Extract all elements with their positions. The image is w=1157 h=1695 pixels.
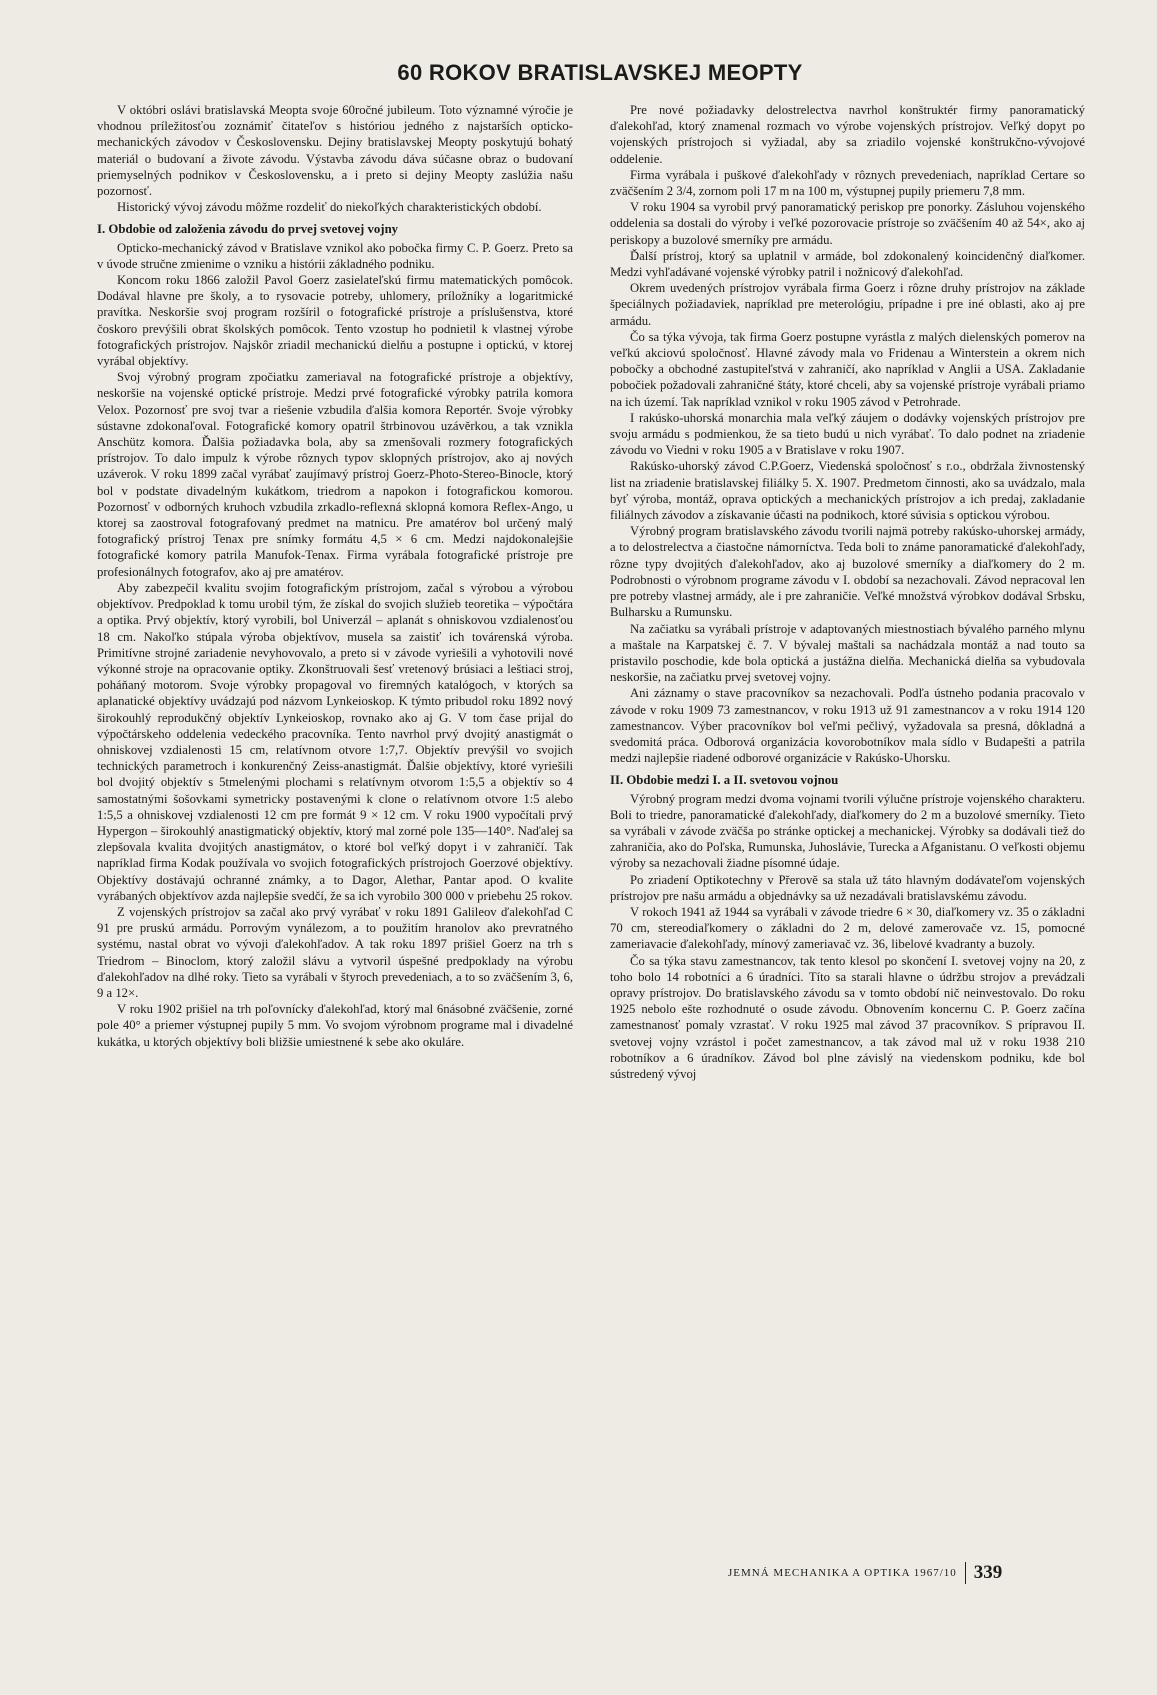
body-paragraph: Výrobný program medzi dvoma vojnami tvorili výlučne prístroje vojenského charakteru. Boli to triedre, panoramatické ďalekohľady, diaľkomery do 2 m a buzolové smerníky. Tieto sa vyrábali v závode zväčša po stránke optickej a mechanickej. Výrobky sa dodávali tiež do zahraničia, ako do Poľska, Rumunska, Juhoslávie, Turecka a Afganistanu. O veľkosti objemu výroby sa nezachovali žiadne písomné údaje. xyxy=(610,791,1085,871)
section-heading: I. Obdobie od založenia závodu do prvej svetovej vojny xyxy=(97,222,399,237)
body-paragraph: I rakúsko-uhorská monarchia mala veľký záujem o dodávky vojenských prístrojov pre svoju armádu s podmienkou, že sa tieto budú u nich vyrábať. To dalo podnet na zriadenie závodu vo Viedni v roku 1905 a v Bratislave v roku 1907. xyxy=(610,410,1085,458)
body-paragraph: Koncom roku 1866 založil Pavol Goerz zasielateľskú firmu matematických pomôcok. Dodával hlavne pre školy, a to rysovacie potreby, uhlomery, príložníky a logaritmické pravítka. Neskoršie svoj program rozšíril o fotografické prístroje a príslušenstva, ktoré čoskoro prevýšili obrat školských pomôcok. Tento vzostup ho podnietil k vlastnej výrobe fotografických prístrojov. Najskôr zriadil mechanickú dielňu a postupne i optickú, v ktorej vyrábal objektívy. xyxy=(97,273,573,369)
left-column xyxy=(97,102,573,1050)
body-paragraph: Okrem uvedených prístrojov vyrábala firma Goerz i rôzne druhy prístrojov na základe špeciálnych požiadaviek, napríklad pre meterológiu, prípadne i pre iné oblasti, ako aj pre armádu. xyxy=(610,281,1085,328)
body-paragraph: Opticko-mechanický závod v Bratislave vznikol ako pobočka firmy C. P. Goerz. Preto sa v úvode stručne zmienime o vzniku a histórii základného podniku. xyxy=(97,240,573,271)
body-paragraph: Rakúsko-uhorský závod C.P.Goerz, Viedenská spoločnosť s r.o., obdržala živnostenský list na zriadenie bratislavskej filiálky 5. X. 1907. Predmetom činnosti, ako sa uvádzalo, mala byť výroba, montáž, oprava optických a mechanických prístrojov a ich predaj, zakladanie filiálnych závodov a získavanie účasti na podnikoch, ktoré súvisia s optickou výrobou. xyxy=(610,459,1085,523)
body-paragraph: Ani záznamy o stave pracovníkov sa nezachovali. Podľa ústneho podania pracovalo v závode v roku 1909 73 zamestnancov, v roku 1913 už 91 zamestnancov a v roku 1914 120 zamestnancov. Výber pracovníkov bol veľmi pečlivý, vyžadovala sa presná, dôkladná a svedomitá práca. Odborová organizácia kovorobotníkov mala sídlo v Budapešti a patrila medzi najlepšie riadené odborové organizácie v Rakúsko-Uhorsku. xyxy=(610,686,1085,766)
body-paragraph: Čo sa týka stavu zamestnancov, tak tento klesol po skončení I. svetovej vojny na 20, z toho bolo 14 robotníci a 6 úradníci. Títo sa starali hlavne o údržbu strojov a prevádzali opravy prístrojov. Do bratislavského závodu sa v tomto období nič neinvestovalo. Do roku 1925 nebolo ešte rozhodnuté o osude závodu. Obnovením koncernu C. P. Goerz začína zamestnanosť pomaly vzrastať. V roku 1925 mal závod 37 pracovníkov. S prípravou II. svetovej vojny vzrástol i počet zamestnancov, a tak závod mal už v roku 1938 210 robotníkov a 6 úradníkov. Závod bol plne závislý na viedenskom podniku, kde bol sústredený vývoj xyxy=(610,953,1085,1081)
body-paragraph: Svoj výrobný program zpočiatku zameriaval na fotografické prístroje a objektívy, neskoršie na vojenské optické prístroje. Medzi prvé fotografické výrobky patrila komora Velox. Pozornosť pre svoj tvar a riešenie vzbudila ďalšia komora Reportér. Svoje výrobky sústavne zdokonaľoval. Fotografické komory opatril štrbinovou uzávěrkou, a tak vznikla Anschütz komora. Ďalšia požiadavka bola, aby sa zmenšovali rozmery fotografických prístrojov. To dalo impulz k výrobe rôznych typov sklopných prístrojov, ako aj nových uzáverok. V roku 1899 začal vyrábať zaujímavý prístroj Goerz-Photo-Stereo-Binocle, ktorý bol v podstate divadelným kukátkom, triedrom a napokon i fotografickou komorou. Pozornosť v odborných kruhoch vzbudila zrkadlo-reflexná sklopná komora Reflex-Ango, u ktorej sa zaostroval fotografovaný predmet na matnicu. Pre amatérov bol určený malý fotografický prístroj Tenax pre snímky formátu 4,5 × 6 cm. Medzi najdokonalejšie fotografické komory patrila Manufok-Tenax. Firma vyrábala fotografické prístroje pre profesionálnych fotografov, ako aj pre amatérov. xyxy=(97,370,573,579)
journal-name: JEMNÁ MECHANIKA A OPTIKA 1967/10 xyxy=(728,1567,957,1579)
body-paragraph: Pre nové požiadavky delostrelectva navrhol konštruktér firmy panoramatický ďalekohľad, ktorý znamenal rozmach vo výrobe vojenských prístrojov. Veľký dopyt po vojenských prístrojoch si vyžiadal, aby sa zriadilo vojenské konštrukčno-vývojové oddelenie. xyxy=(610,103,1085,166)
body-paragraph: Firma vyrábala i puškové ďalekohľady v rôznych prevedeniach, napríklad Certare so zväčšením 2 3/4, zornom poli 17 m na 100 m, výstupnej pupily priemeru 7,8 mm. xyxy=(610,167,1085,199)
article-title: 60 ROKOV BRATISLAVSKEJ MEOPTY xyxy=(397,60,803,85)
page-number: 339 xyxy=(973,1562,1003,1583)
body-paragraph: Na začiatku sa vyrábali prístroje v adaptovaných miestnostiach bývalého parného mlynu a maštale na Karpatskej č. 7. V bývalej maštali sa nachádzala montáž a nad touto sa pristavilo poschodie, kde bola optická a justážna dielňa. Mechanická dielňa sa vybudovala neskoršie, na začiatku prvej svetovej vojny. xyxy=(610,621,1085,685)
body-paragraph: V roku 1902 prišiel na trh poľovnícky ďalekohľad, ktorý mal 6násobné zväčšenie, zorné pole 40° a priemer výstupnej pupily 5 mm. Vo svojom výrobnom programe mal i divadelné kukátka, u ktorých objektívy boli bližšie umiestnené k sebe ako okuláre. xyxy=(97,1002,573,1049)
page-footer xyxy=(728,1562,1002,1584)
body-paragraph: Aby zabezpečil kvalitu svojim fotografickým prístrojom, začal s výrobou a výrobou objektívov. Predpoklad k tomu urobil tým, že získal do svojich služieb teoretika – výpočtára a optika. Prvý objektív, ktorý vyrobili, bol Univerzál – aplanát s ohniskovou vzdialenosťou 18 cm. Nakoľko stúpala výroba objektívov, musela sa zaistiť ich továrenská výroba. Primitívne strojné zariadenie nevyhovovalo, a preto si v závode vyriešili a vyhotovili nové výkonné stroje na opracovanie optiky. Zkonštruovali šesť vretenový brúsiaci a leštiaci stroj, poháňaný motorom. Svoje výrobky propagoval vo firemných katalógoch, v ktorých sa aplanatické objektívy uvádzajú pod názvom Lynkeioskop. K týmto pribudol roku 1892 nový širokouhlý reprodukčný objektív Lynkeioskop, rovnako ako aj G. V tom čase prijal do výpočtárskeho oddelenia vedeckého pracovníka. Tento navrhol prvý dvojitý anastigmát o ohniskovej vzdialenosti 15 cm, relatívnom otvore 1:7,7. Objektív prevýšil vo svojich technických parametroch i konkurenčný Zeiss-anastigmát. Ďalšie objektívy, ktoré vyriešili bol dvojitý objektív s 5tmelenými plochami s relatívnym otvorom 1:5,5 a objektív so 4 samostatnými šošovkami symetricky postavenými k clone o relatívnom otvore 1:5 alebo 1:5,5 a ohniskovej vzdialenosti 12 cm pre formát 9 × 12 cm. V roku 1900 vypočítali prvý Hypergon – širokouhlý anastigmatický objektív, ktorý mal zorné pole 135—140°. Naďalej sa zlepšovala kvalita dvojitých anastigmátov, o ktoré bol veľký dopyt i v zahraničí. Tak napríklad firma Kodak používala vo svojich fotografických prístrojoch Goerzové objektívy. Objektívy dostávajú ochranné známky, a to Dagor, Alethar, Pantar apod. O kvalite vyrábaných objektívov azda najlepšie svedčí, že sa ich vyrobilo 300 000 v priebehu 25 rokov. xyxy=(97,580,573,903)
intro-paragraph: Historický vývoj závodu môžme rozdeliť do niekoľkých charakteristických období. xyxy=(117,200,542,215)
body-paragraph: Výrobný program bratislavského závodu tvorili najmä potreby rakúsko-uhorskej armády, a to delostrelectva a čiastočne námorníctva. Teda boli to známe panoramatické ďalekohľady, rôzne typy dvojitých ďalekohľadov, ako aj buzolové smerníky a diaľkomery do 2 m. Podrobnosti o výrobnom programe závodu v I. období sa nezachovali. Závod nepracoval len pre potreby vlastnej armády, ale i pre zahraničie. Veľké množstvá výrobkov dodával Srbsku, Bulharsku a Rumunsku. xyxy=(610,524,1085,620)
section-heading: II. Obdobie medzi I. a II. svetovou vojnou xyxy=(610,773,839,788)
body-paragraph: Ďalší prístroj, ktorý sa uplatnil v armáde, bol zdokonalený koincidenčný diaľkomer. Medzi vyhľadávané vojenské výrobky patril i nožnicový ďalekohľad. xyxy=(610,248,1085,280)
footer-divider xyxy=(965,1562,966,1584)
body-paragraph: V rokoch 1941 až 1944 sa vyrábali v závode triedre 6 × 30, diaľkomery vz. 35 o základni 70 cm, stereodiaľkomery o základni do 2 m, delové zamerovače vz. 15, pomocné zameriavacie ďalekohľady, mínový zameriavač vz. 36, libelové kvadranty a buzoly. xyxy=(610,904,1085,952)
body-paragraph: V roku 1904 sa vyrobil prvý panoramatický periskop pre ponorky. Zásluhou vojenského oddelenia sa dostali do výroby i veľké pozorovacie prístroje so zväčšením 40 až 54×, ako aj periskopy a buzolové smerníky pre armádu. xyxy=(610,200,1085,247)
body-paragraph: Z vojenských prístrojov sa začal ako prvý vyrábať v roku 1891 Galileov ďalekohľad C 91 pre pruskú armádu. Porrovým vynálezom, a to použitím hranolov ako prevratného systému, nastal obrat vo vývoji ďalekohľadov. A tak roku 1897 prišiel Goerz na trh s Triedrom – Binoclom, ktorý založil slávu a vytvoril úspešné predpoklady na výrobu ďalekohľadov na dlhé roky. Tieto sa vyrábali v štyroch prevedeniach, a to so zväčšením 3, 6, 9 a 12×. xyxy=(97,904,573,1000)
body-paragraph: Čo sa týka vývoja, tak firma Goerz postupne vyrástla z malých dielenských pomerov na veľkú akciovú spoločnosť. Hlavné závody mala vo Fridenau a Winterstein a okrem nich pobočky a obchodné zastupiteľstvá v zahraničí, ako napríklad v Anglii a USA. Zakladanie pobočiek požadovali zahraničné štáty, ktoré chceli, aby sa vojenské prístroje vyrábali priamo na ich území. Tak napríklad vznikol v roku 1905 závod v Petrohrade. xyxy=(610,329,1085,409)
body-paragraph: Po zriadení Optikotechny v Přerově sa stala už táto hlavným dodávateľom vojenských prístrojov pre našu armádu a objednávky sa už nezadávali bratislavskému závodu. xyxy=(610,872,1085,903)
right-column xyxy=(610,102,1085,1082)
intro-paragraph: V októbri oslávi bratislavská Meopta svoje 60ročné jubileum. Toto významné výročie je vhodnou príležitosťou zoznámiť čitateľov s históriou jedného z najstarších opticko-mechanických závodov v Československu. Dejiny bratislavskej Meopty poskytujú bohatý materiál o budovaní a živote závodu. Výstavba závodu dáva súčasne obraz o budovaní priemyselných podnikov v Československu, a i preto si dejiny Meopty zaslúžia našu pozornosť. xyxy=(97,103,573,199)
